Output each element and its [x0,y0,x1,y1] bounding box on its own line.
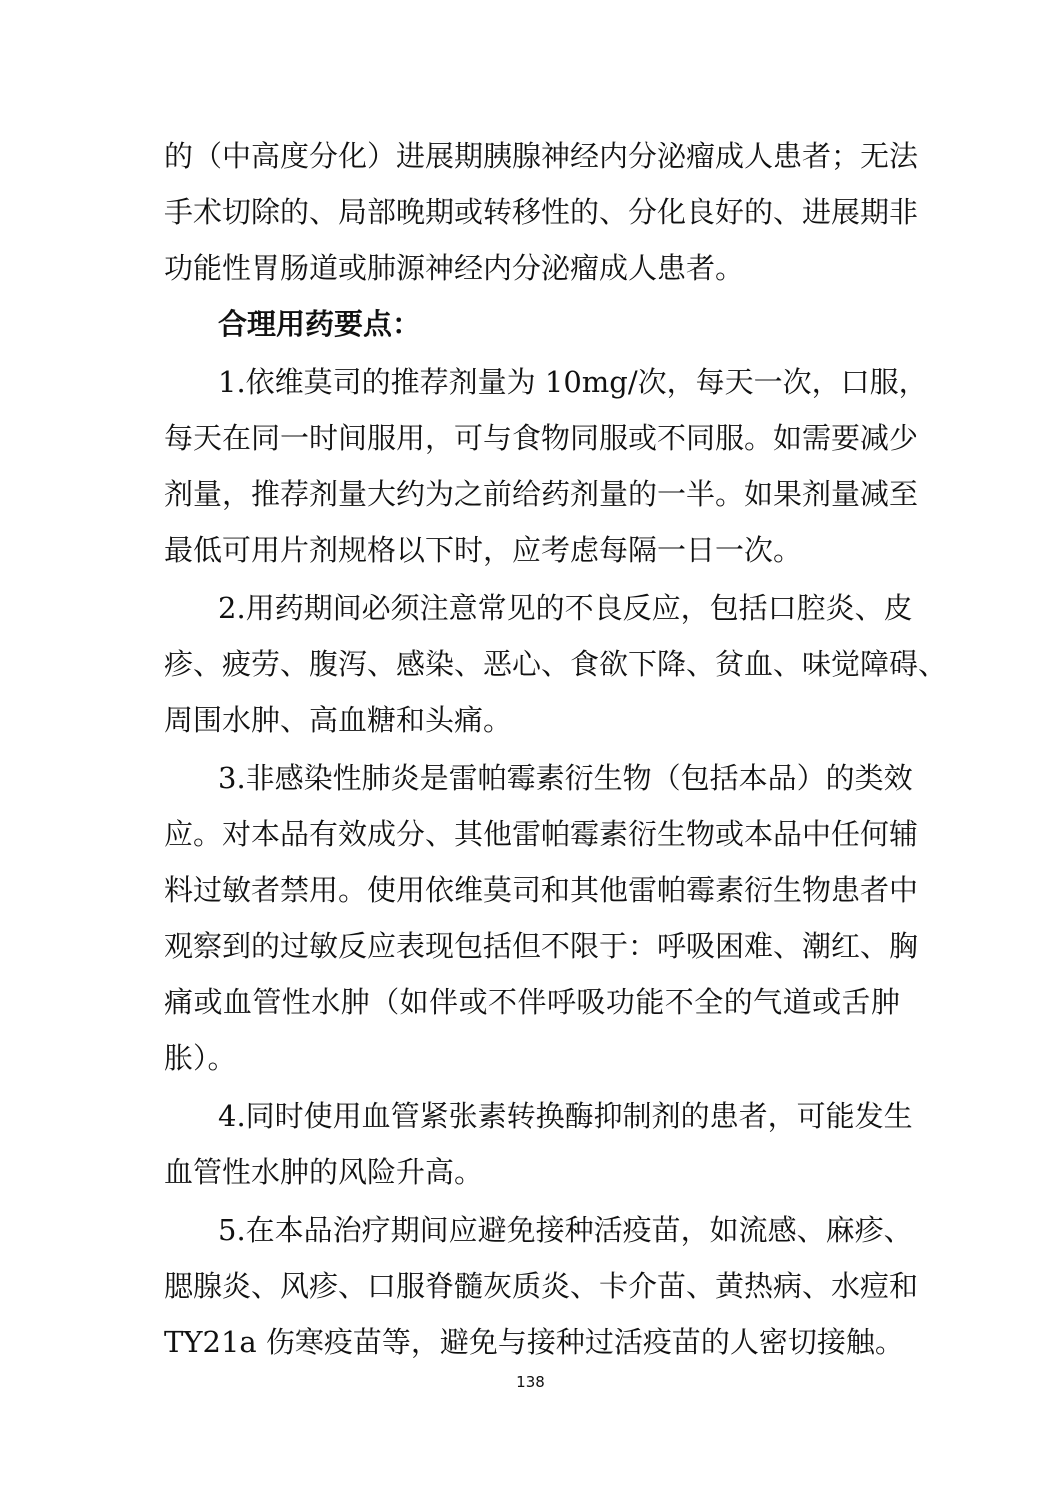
text-line: 的（中高度分化）进展期胰腺神经内分泌瘤成人患者；无法 [164,139,919,173]
text-line: 3.非感染性肺炎是雷帕霉素衍生物（包括本品）的类效 [218,761,913,795]
point-4-line [0,1088,1061,1144]
point-2-line [0,636,1061,692]
point-1-line [0,354,1061,410]
text-line: 5.在本品治疗期间应避免接种活疫苗，如流感、麻疹、 [218,1213,913,1247]
intro-paragraph-line [0,240,1061,296]
intro-paragraph-line [0,128,1061,184]
point-5-line [0,1314,1061,1370]
text-line: 疹、疲劳、腹泻、感染、恶心、食欲下降、贫血、味觉障碍、 [164,647,948,681]
page-number: 138 [516,1373,545,1391]
text-line: 手术切除的、局部晚期或转移性的、分化良好的、进展期非 [164,195,919,229]
point-3-line [0,806,1061,862]
point-4-line [0,1144,1061,1200]
point-1-line [0,466,1061,522]
text-line: 1.依维莫司的推荐剂量为 10mg/次，每天一次，口服， [218,365,928,399]
text-line: 每天在同一时间服用，可与食物同服或不同服。如需要减少 [164,421,919,455]
text-line: 料过敏者禁用。使用依维莫司和其他雷帕霉素衍生物患者中 [164,873,919,907]
text-line: 4.同时使用血管紧张素转换酶抑制剂的患者，可能发生 [218,1099,913,1133]
text-line: 应。对本品有效成分、其他雷帕霉素衍生物或本品中任何辅 [164,817,919,851]
point-1-line [0,522,1061,578]
point-3-line [0,974,1061,1030]
section-heading: 合理用药要点： [218,307,422,341]
point-5-line [0,1258,1061,1314]
point-1-line [0,410,1061,466]
point-2-line [0,580,1061,636]
point-3-line [0,862,1061,918]
point-5-line [0,1202,1061,1258]
text-line: 胀）。 [164,1041,237,1075]
section-heading-line [0,296,1061,352]
point-3-line [0,750,1061,806]
text-line: 腮腺炎、风疹、口服脊髓灰质炎、卡介苗、黄热病、水痘和 [164,1269,919,1303]
text-line: TY21a 伤寒疫苗等，避免与接种过活疫苗的人密切接触。 [164,1325,904,1359]
text-line: 血管性水肿的风险升高。 [164,1155,484,1189]
point-2-line [0,692,1061,748]
point-3-line [0,1030,1061,1086]
text-line: 2.用药期间必须注意常见的不良反应，包括口腔炎、皮 [218,591,913,625]
text-line: 功能性胃肠道或肺源神经内分泌瘤成人患者。 [164,251,745,285]
point-3-line [0,918,1061,974]
text-line: 最低可用片剂规格以下时，应考虑每隔一日一次。 [164,533,803,567]
intro-paragraph-line [0,184,1061,240]
text-line: 剂量，推荐剂量大约为之前给药剂量的一半。如果剂量减至 [164,477,919,511]
text-line: 周围水肿、高血糖和头痛。 [164,703,513,737]
text-line: 观察到的过敏反应表现包括但不限于：呼吸困难、潮红、胸 [164,929,919,963]
text-line: 痛或血管性水肿（如伴或不伴呼吸功能不全的气道或舌肿 [164,985,900,1019]
